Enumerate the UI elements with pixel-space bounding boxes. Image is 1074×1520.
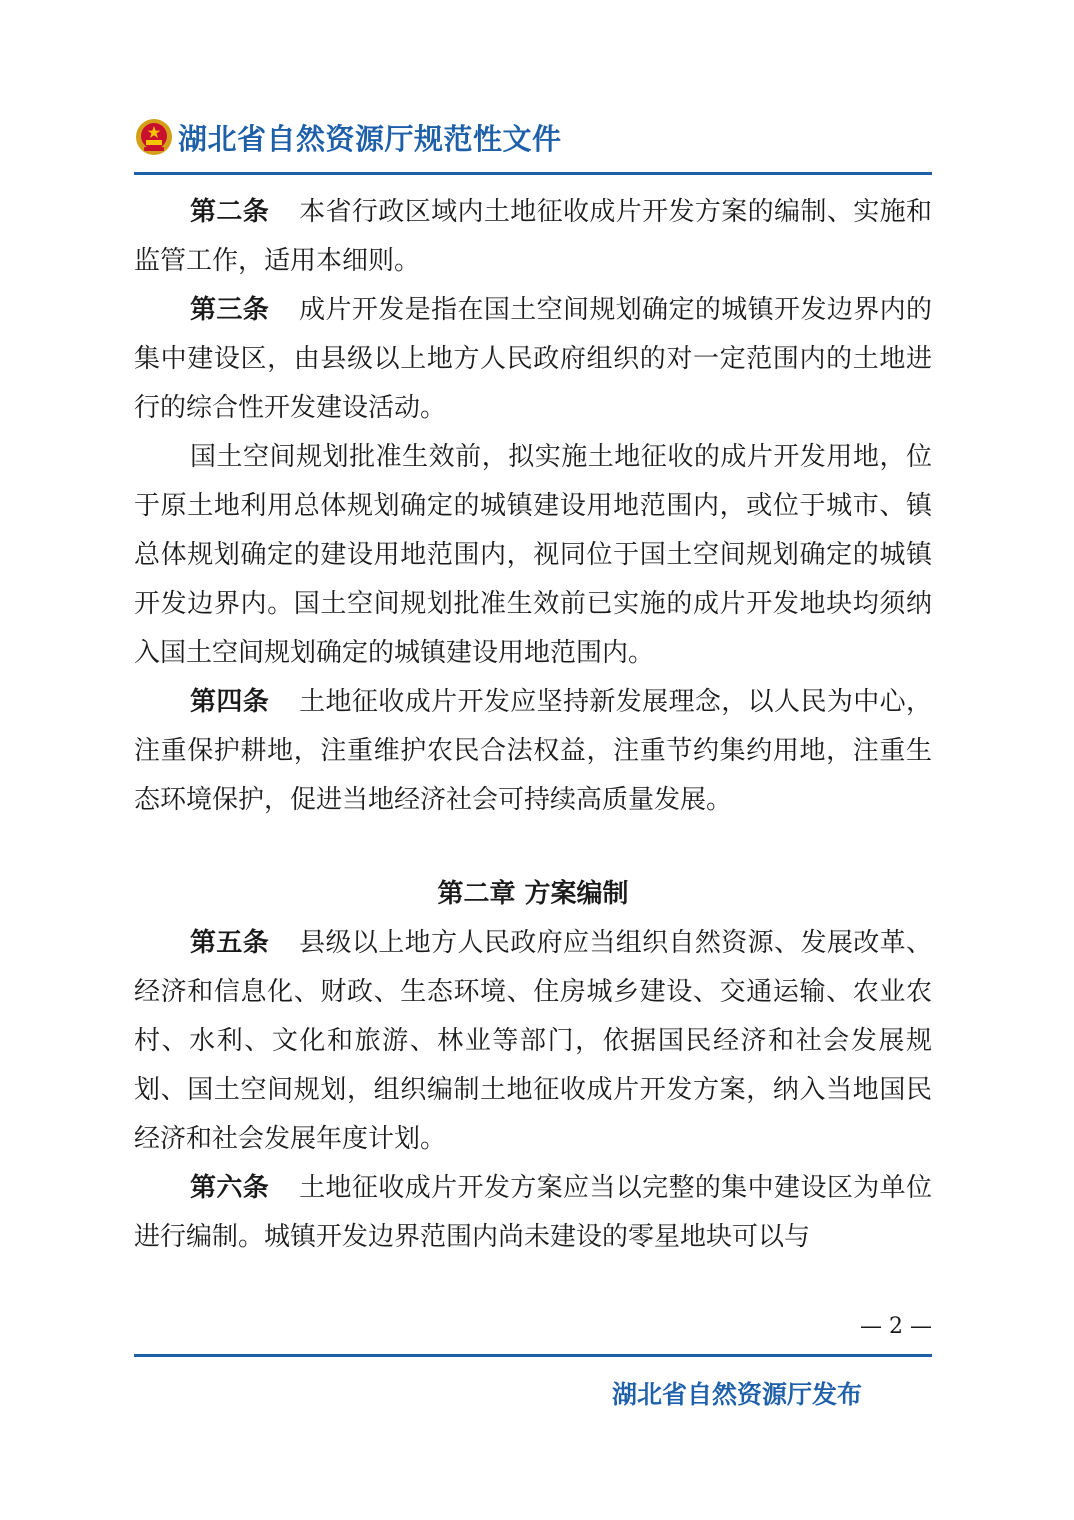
article-text: 土地征收成片开发方案应当以完整的集中建设区为单位进行编制。城镇开发边界范围内尚未建设的零星地块可以与 (134, 1173, 932, 1252)
page-number: — 2 — (860, 1314, 932, 1339)
article-4 (134, 678, 932, 825)
article-label: 第四条 (190, 687, 270, 717)
document-body (134, 188, 932, 1262)
footer-publisher: 湖北省自然资源厅发布 (612, 1380, 863, 1409)
article-text: 县级以上地方人民政府应当组织自然资源、发展改革、经济和信息化、财政、生态环境、住房城乡建设、交通运输、农业农村、水利、文化和旅游、林业等部门，依据国民经济和社会发展规划、国土空间规划，组织编制土地征收成片开发方案，纳入当地国民经济和社会发展年度计划。 (134, 928, 932, 1154)
article-3-paragraph-2 (134, 433, 932, 678)
article-label: 第六条 (190, 1173, 270, 1203)
article-text: 国土空间规划批准生效前，拟实施土地征收的成片开发用地，位于原土地利用总体规划确定的城镇建设用地范围内，或位于城市、镇总体规划确定的建设用地范围内，视同位于国土空间规划确定的城镇开发边界内。国土空间规划批准生效前已实施的成片开发地块均须纳入国土空间规划确定的城镇建设用地范围内。 (134, 442, 932, 668)
article-3 (134, 286, 932, 433)
article-label: 第三条 (190, 295, 270, 325)
header-divider (134, 172, 932, 175)
footer-divider (134, 1354, 932, 1357)
national-emblem-icon (134, 117, 174, 157)
header-title: 湖北省自然资源厅规范性文件 (178, 121, 562, 156)
chapter-title: 第二章 方案编制 (437, 879, 629, 909)
document-header (134, 112, 562, 162)
article-label: 第二条 (190, 197, 270, 227)
article-2 (134, 188, 932, 286)
article-label: 第五条 (190, 928, 270, 958)
article-text: 成片开发是指在国土空间规划确定的城镇开发边界内的集中建设区，由县级以上地方人民政府组织的对一定范围内的土地进行的综合性开发建设活动。 (134, 295, 932, 423)
article-6 (134, 1164, 932, 1262)
article-5 (134, 919, 932, 1164)
article-text: 本省行政区域内土地征收成片开发方案的编制、实施和监管工作，适用本细则。 (134, 197, 932, 276)
article-text: 土地征收成片开发应坚持新发展理念，以人民为中心，注重保护耕地，注重维护农民合法权益，注重节约集约用地，注重生态环境保护，促进当地经济社会可持续高质量发展。 (134, 687, 932, 815)
